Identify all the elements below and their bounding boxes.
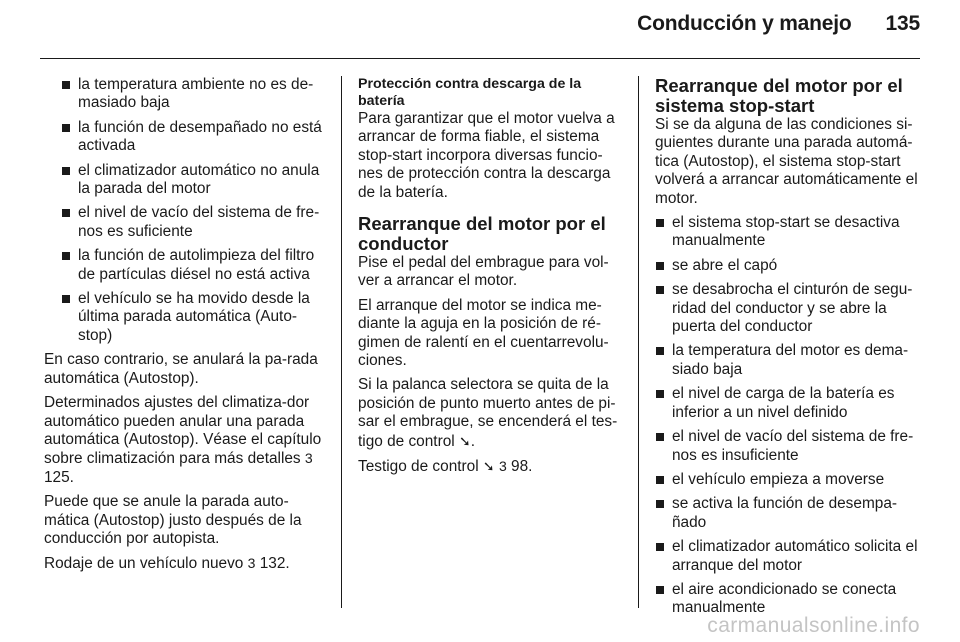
list-item: el aire acondicionado se conecta manualmente xyxy=(655,581,923,618)
page-ref[interactable]: 98. xyxy=(511,458,533,476)
list-item: el climatizador automático solicita el arranque del motor xyxy=(655,538,923,575)
list-item: se activa la función de desempa-ñado xyxy=(655,495,923,532)
heading-system-restart: Rearranque del motor por el sistema stop-start xyxy=(655,75,903,116)
restart-conditions-list xyxy=(655,214,923,618)
list-item: la función de autolimpieza del filtro de partículas diésel no está activa xyxy=(61,247,331,284)
paragraph: Puede que se anule la parada auto-mática (Autostop) justo después de la conducción por autopista. xyxy=(44,493,302,547)
list-item: la temperatura ambiente no es de-masiado baja xyxy=(61,76,331,113)
paragraph: El arranque del motor se indica me-diante la aguja en la posición de ré-gimen de ralentí en el cuentarrevolu-ciones. xyxy=(358,296,609,370)
list-item: el nivel de vacío del sistema de fre-nos es insuficiente xyxy=(655,428,923,465)
page-ref[interactable]: 125. xyxy=(44,468,74,486)
page-ref-icon: 3 xyxy=(247,555,256,572)
paragraph: Testigo de control ➘ 3 98. xyxy=(358,458,533,476)
column-divider-1 xyxy=(341,76,342,608)
page-ref[interactable]: 132. xyxy=(259,555,290,573)
paragraph: En caso contrario, se anulará la pa-rada automática (Autostop). xyxy=(44,351,318,387)
page-ref-icon: 3 xyxy=(498,458,507,475)
list-item: se desabrocha el cinturón de segu-ridad del conductor y se abre la puerta del conductor xyxy=(655,281,923,336)
paragraph: Rodaje de un vehículo nuevo 3 132. xyxy=(44,555,290,573)
list-item: el vehículo empieza a moverse xyxy=(655,471,923,489)
conditions-list xyxy=(61,76,331,345)
list-item: la función de desempañado no está activada xyxy=(61,119,331,156)
page-header xyxy=(637,12,920,36)
stop-start-indicator-icon: ➘ xyxy=(458,432,471,449)
watermark: carmanualsonline.info xyxy=(707,614,920,637)
list-item: el nivel de carga de la batería es inferior a un nivel definido xyxy=(655,385,923,422)
list-item: la temperatura del motor es dema-siado baja xyxy=(655,342,923,379)
section-title: Conducción y manejo xyxy=(637,12,852,35)
column-3 xyxy=(655,76,923,624)
page-number: 135 xyxy=(885,12,920,35)
column-divider-2 xyxy=(638,76,639,608)
page-ref-icon: 3 xyxy=(304,450,313,467)
header-rule xyxy=(40,58,920,59)
paragraph: Para garantizar que el motor vuelva a arrancar de forma fiable, el sistema stop-start incorpora diversas funcio-nes de protección contra la descarga de la batería. xyxy=(358,110,615,201)
heading-driver-restart: Rearranque del motor por el conductor xyxy=(358,213,606,255)
list-item: el sistema stop-start se desactiva manualmente xyxy=(655,214,923,251)
list-item: se abre el capó xyxy=(655,257,923,275)
column-2 xyxy=(358,76,626,483)
column-1 xyxy=(44,76,331,580)
paragraph: Determinados ajustes del climatiza-dor automático pueden anular una parada automática (Autostop). Véase el capítulo sobre climatización para más detalles 3 125. xyxy=(44,394,322,486)
subheading-battery-protection: Protección contra descarga de la batería xyxy=(358,76,582,109)
paragraph: Pise el pedal del embrague para vol-ver a arrancar el motor. xyxy=(358,254,609,290)
stop-start-indicator-icon: ➘ xyxy=(482,458,495,475)
list-item: el climatizador automático no anula la parada del motor xyxy=(61,162,331,199)
paragraph: Si la palanca selectora se quita de la posición de punto muerto antes de pi-sar el embrague, se encenderá el tes-tigo de control ➘. xyxy=(358,376,618,450)
list-item: el vehículo se ha movido desde la última parada automática (Auto-stop) xyxy=(61,290,331,345)
list-item: el nivel de vacío del sistema de fre-nos es suficiente xyxy=(61,204,331,241)
paragraph: Si se da alguna de las condiciones si-guientes durante una parada automá-tica (Autostop), el sistema stop-start volverá a arrancar automáticamente el motor. xyxy=(655,116,918,207)
